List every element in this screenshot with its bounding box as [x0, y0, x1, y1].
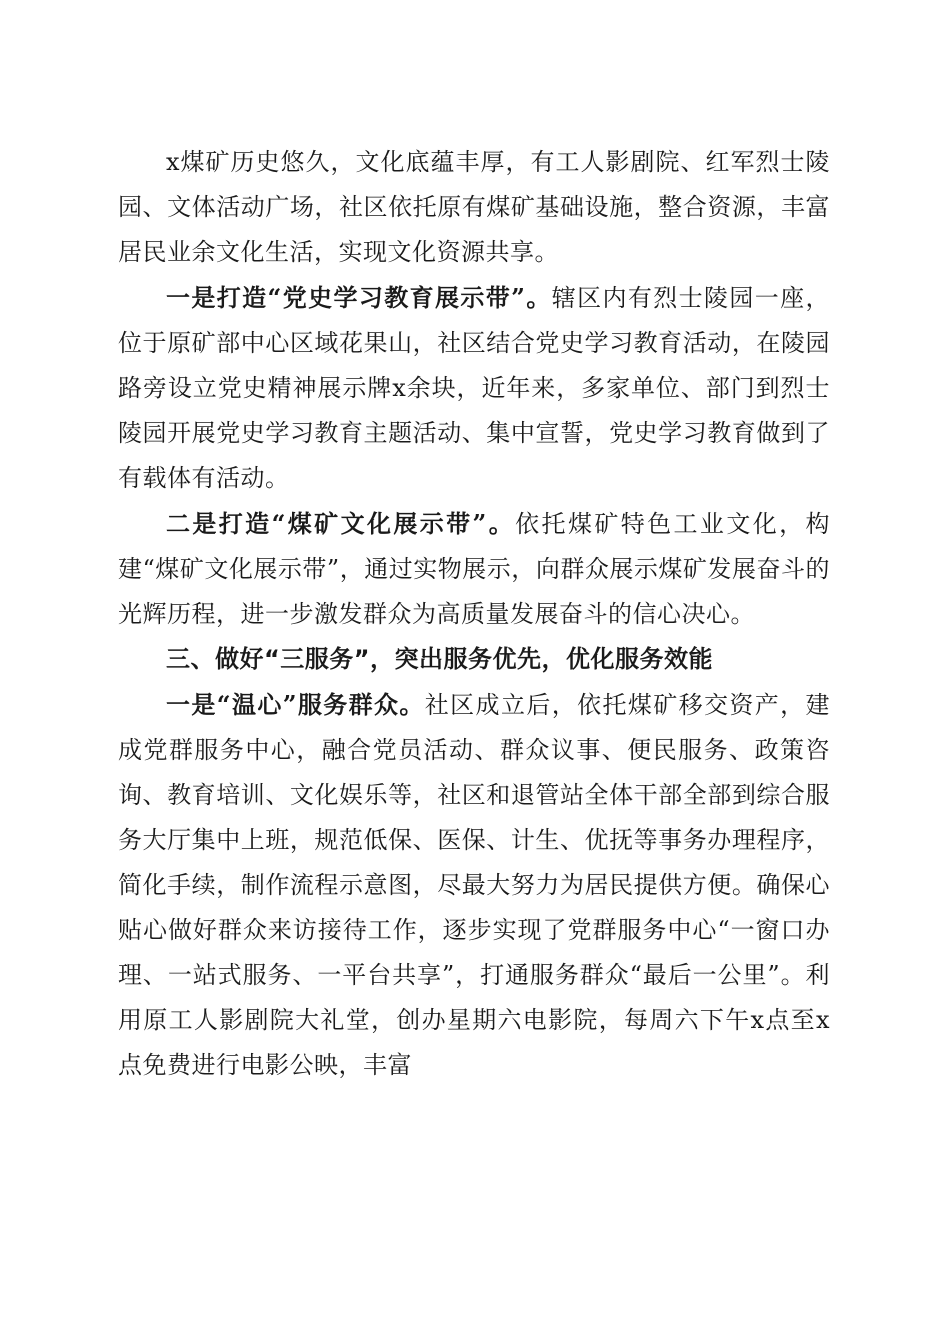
paragraph-coal-culture [118, 501, 830, 637]
paragraph-text: 依托煤矿特色工业文化，构建“煤矿文化展示带”，通过实物展示，向群众展示煤矿发展奋斗的光辉历程，进一步激发群众为高质量发展奋斗的信心决心。 [118, 510, 831, 628]
paragraph-text: 社区成立后，依托煤矿移交资产，建成党群服务中心，融合党员活动、群众议事、便民服务、政策咨询、教育培训、文化娱乐等，社区和退管站全体干部全部到综合服务大厅集中上班，规范低保、医保、计生、优抚等事务办理程序，简化手续，制作流程示意图，尽最大努力为居民提供方便。确保心贴心做好群众来访接待工作，逐步实现了党群服务中心“一窗口办理、一站式服务、一平台共享”，打通服务群众“最后一公里”。利用原工人影剧院大礼堂，创办星期六电影院，每周六下午x点至x点免费进行电影公映，丰富 [118, 691, 831, 1079]
paragraph-party-history [118, 275, 830, 501]
document-body [118, 140, 830, 1088]
section-heading: 三、做好“三服务”，突出服务优先，优化服务效能 [166, 645, 714, 673]
paragraph-lead: 一是“温心”服务群众。 [166, 690, 425, 719]
paragraph-text: 辖区内有烈士陵园一座，位于原矿部中心区域花果山，社区结合党史学习教育活动，在陵园路旁设立党史精神展示牌x余块，近年来，多家单位、部门到烈士陵园开展党史学习教育主题活动、集中宣誓，党史学习教育做到了有载体有活动。 [118, 284, 831, 492]
paragraph-culture-intro [118, 140, 830, 275]
paragraph-warm-service [118, 682, 830, 1088]
paragraph-lead: 一是打造“党史学习教育展示带”。 [166, 283, 552, 312]
paragraph-text: x煤矿历史悠久，文化底蕴丰厚，有工人影剧院、红军烈士陵园、文体活动广场，社区依托原有煤矿基础设施，整合资源，丰富居民业余文化生活，实现文化资源共享。 [118, 148, 830, 266]
paragraph-lead: 二是打造“煤矿文化展示带”。 [166, 509, 516, 538]
